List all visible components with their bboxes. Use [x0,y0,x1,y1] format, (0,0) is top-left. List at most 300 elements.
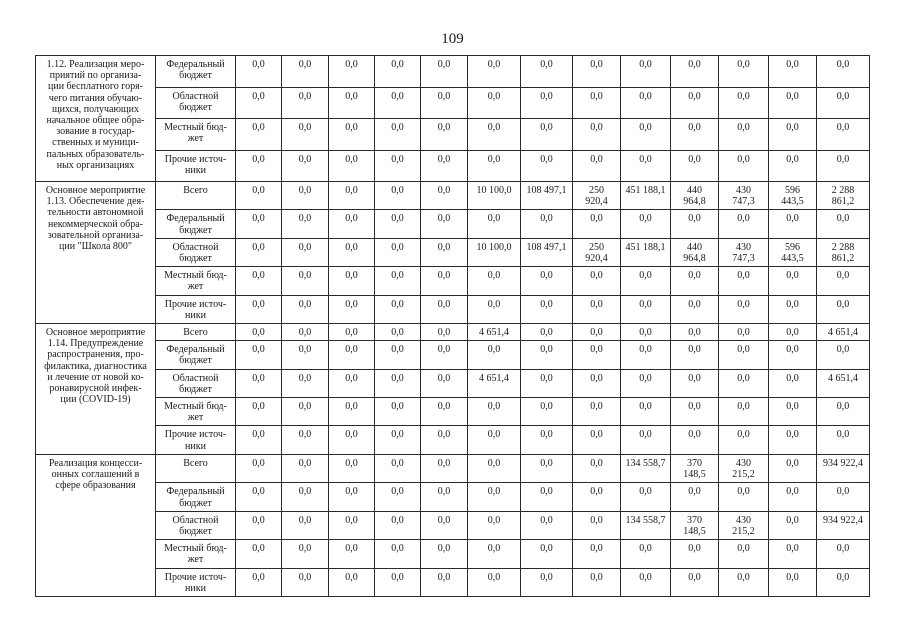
amount-cell [521,398,573,426]
measure-title: Основное мероприятие 1.13. Обеспечение дея- тельности автономной некоммерческой обра- зовательной организа- ции "Школа 800" [36,182,156,324]
amount-cell [282,150,329,182]
amount-cell [769,511,817,539]
amount-value: 0,0 [786,457,799,469]
amount-cell [282,540,329,568]
amount-cell [573,341,621,369]
amount-cell [468,324,521,341]
amount-cell [769,568,817,596]
amount-cell [817,568,870,596]
amount-value: 0,0 [437,122,451,133]
amount-cell [329,454,375,482]
amount-cell [375,568,421,596]
amount-value: 0,0 [298,457,312,469]
amount-cell [671,119,719,151]
amount-value: 596 443,5 [781,241,804,265]
amount-value: 0,0 [298,153,312,165]
funding-source: Федеральный бюджет [156,341,236,369]
amount-value: 134 558,7 [625,514,666,526]
amount-cell [236,454,282,482]
amount-cell [671,540,719,568]
amount-cell [817,56,870,88]
amount-cell [817,210,870,238]
amount-cell [329,568,375,596]
amount-cell [521,483,573,511]
amount-cell [421,426,468,454]
amount-value: 0,0 [391,153,404,165]
amount-cell [621,426,671,454]
amount-value: 0,0 [391,90,404,102]
measure-group [36,454,870,596]
amount-value: 0,0 [639,429,652,441]
amount-cell [719,182,769,210]
amount-cell [468,511,521,539]
amount-cell [671,267,719,295]
amount-value: 10 100,0 [476,185,512,197]
amount-cell [817,454,870,482]
amount-value: 430 747,3 [732,185,755,208]
funding-source: Всего [156,182,236,210]
amount-cell [375,56,421,88]
amount-cell [621,295,671,323]
amount-cell [671,324,719,341]
amount-value: 0,0 [252,122,265,133]
amount-cell [282,182,329,210]
amount-cell [468,182,521,210]
amount-cell [621,369,671,397]
amount-cell [719,511,769,539]
amount-value: 0,0 [252,213,265,225]
amount-cell [375,511,421,539]
amount-value: 430 215,2 [732,457,755,481]
funding-source: Федеральный бюджет [156,210,236,238]
amount-value: 0,0 [252,270,265,282]
amount-value: 0,0 [786,213,799,225]
amount-cell [236,56,282,88]
amount-value: 0,0 [540,298,553,310]
amount-value: 0,0 [437,543,451,555]
amount-value: 0,0 [688,486,701,498]
amount-value: 0,0 [298,571,312,583]
amount-cell [521,341,573,369]
amount-value: 0,0 [487,153,501,165]
amount-cell [468,210,521,238]
amount-value: 0,0 [737,59,750,70]
amount-value: 0,0 [298,344,312,356]
amount-value: 0,0 [639,59,652,70]
amount-cell [236,426,282,454]
amount-value: 0,0 [639,344,652,356]
amount-value: 0,0 [298,185,312,197]
table-row [36,150,870,182]
amount-value: 0,0 [590,153,603,165]
amount-cell [621,150,671,182]
amount-cell [719,341,769,369]
amount-value: 0,0 [540,327,553,339]
amount-value: 0,0 [590,429,603,441]
amount-value: 596 443,5 [781,185,804,208]
amount-cell [621,210,671,238]
funding-source: Прочие источ- ники [156,150,236,182]
table-row [36,119,870,151]
amount-cell [421,341,468,369]
amount-cell [573,398,621,426]
amount-cell [236,119,282,151]
amount-cell [671,295,719,323]
amount-value: 0,0 [737,543,750,555]
table-row [36,210,870,238]
amount-cell [817,267,870,295]
amount-value: 0,0 [487,543,501,555]
amount-value: 0,0 [252,486,265,498]
amount-value: 0,0 [487,270,501,282]
amount-value: 0,0 [590,543,603,555]
amount-cell [719,56,769,88]
amount-value: 0,0 [437,344,451,356]
amount-value: 0,0 [688,543,701,555]
amount-value: 0,0 [786,344,799,356]
table-row [36,511,870,539]
amount-value: 0,0 [437,486,451,498]
amount-cell [421,511,468,539]
amount-cell [521,324,573,341]
amount-value: 0,0 [639,372,652,384]
amount-value: 0,0 [540,401,553,413]
amount-value: 0,0 [688,401,701,413]
amount-cell [468,56,521,88]
amount-value: 0,0 [298,486,312,498]
amount-value: 0,0 [437,429,451,441]
amount-cell [521,87,573,119]
amount-value: 0,0 [639,327,652,339]
amount-value: 0,0 [437,213,451,225]
amount-value: 108 497,1 [526,185,567,197]
amount-value: 0,0 [252,344,265,356]
amount-value: 250 920,4 [585,241,608,265]
amount-value: 0,0 [737,153,750,165]
amount-value: 4 651,4 [828,327,858,339]
amount-value: 0,0 [487,571,501,583]
amount-value: 0,0 [540,543,553,555]
amount-cell [468,119,521,151]
amount-value: 0,0 [391,571,404,583]
amount-cell [769,150,817,182]
budget-table [35,55,870,597]
amount-cell [421,483,468,511]
amount-cell [719,295,769,323]
amount-value: 0,0 [437,90,451,102]
amount-cell [468,426,521,454]
amount-value: 0,0 [345,270,358,282]
amount-value: 0,0 [786,270,799,282]
amount-value: 0,0 [737,213,750,225]
amount-cell [719,568,769,596]
amount-cell [671,483,719,511]
measure-title: Основное мероприятие 1.14. Предупреждение распространения, про- филактика, диагностика и лечение от новой ко- ронавирусной инфек- ции (COVID-19) [36,324,156,455]
amount-value: 934 922,4 [823,457,863,469]
amount-cell [282,341,329,369]
amount-cell [421,56,468,88]
amount-cell [817,540,870,568]
amount-value: 0,0 [437,59,451,70]
amount-value: 0,0 [345,429,358,441]
table-row [36,426,870,454]
amount-value: 0,0 [836,571,850,583]
amount-value: 0,0 [737,486,750,498]
amount-value: 0,0 [540,153,553,165]
amount-value: 0,0 [345,185,358,197]
amount-value: 0,0 [540,457,553,469]
amount-cell [573,324,621,341]
amount-cell [521,540,573,568]
amount-cell [236,182,282,210]
amount-value: 0,0 [437,153,451,165]
measure-group [36,56,870,182]
amount-value: 0,0 [590,344,603,356]
amount-value: 370 148,5 [683,457,706,481]
amount-value: 0,0 [688,153,701,165]
amount-value: 0,0 [345,457,358,469]
table-row [36,238,870,266]
amount-cell [521,182,573,210]
amount-value: 0,0 [786,153,799,165]
amount-cell [573,369,621,397]
amount-cell [282,369,329,397]
table-row [36,398,870,426]
amount-value: 0,0 [786,372,799,384]
amount-cell [817,511,870,539]
amount-cell [375,87,421,119]
amount-cell [282,267,329,295]
amount-cell [671,238,719,266]
amount-value: 0,0 [345,344,358,356]
amount-value: 4 651,4 [828,372,858,384]
amount-cell [375,398,421,426]
amount-cell [573,454,621,482]
amount-value: 0,0 [391,429,404,441]
amount-cell [573,540,621,568]
amount-cell [236,267,282,295]
amount-cell [282,568,329,596]
amount-cell [375,238,421,266]
amount-cell [769,267,817,295]
amount-value: 451 188,1 [625,185,666,197]
amount-value: 0,0 [540,59,553,70]
amount-cell [236,295,282,323]
amount-cell [817,369,870,397]
funding-source: Областной бюджет [156,369,236,397]
amount-cell [671,56,719,88]
amount-cell [329,341,375,369]
funding-source: Местный бюд- жет [156,540,236,568]
amount-value: 0,0 [487,429,501,441]
amount-value: 0,0 [836,270,850,282]
table-row [36,454,870,482]
amount-cell [719,398,769,426]
amount-cell [573,568,621,596]
amount-value: 0,0 [737,122,750,133]
amount-value: 2 288 861,2 [831,241,855,265]
amount-value: 0,0 [786,486,799,498]
amount-value: 0,0 [590,270,603,282]
amount-cell [817,483,870,511]
amount-value: 0,0 [487,344,501,356]
amount-value: 0,0 [298,213,312,225]
amount-value: 0,0 [836,153,850,165]
amount-value: 0,0 [688,344,701,356]
amount-value: 0,0 [345,122,358,133]
amount-value: 250 920,4 [585,185,608,208]
amount-cell [769,398,817,426]
table-row [36,369,870,397]
amount-cell [621,324,671,341]
amount-cell [671,398,719,426]
amount-cell [769,210,817,238]
amount-cell [671,210,719,238]
amount-value: 0,0 [298,122,312,133]
amount-value: 0,0 [487,122,501,133]
amount-value: 0,0 [345,59,358,70]
amount-cell [329,324,375,341]
amount-value: 0,0 [688,270,701,282]
amount-value: 0,0 [688,372,701,384]
amount-value: 0,0 [298,429,312,441]
amount-cell [468,398,521,426]
amount-value: 0,0 [639,543,652,555]
amount-value: 0,0 [298,270,312,282]
amount-cell [573,426,621,454]
amount-cell [817,426,870,454]
amount-cell [468,238,521,266]
page-number: 109 [441,31,464,47]
amount-value: 0,0 [487,90,501,102]
amount-cell [817,119,870,151]
amount-cell [329,150,375,182]
amount-value: 0,0 [252,59,265,70]
amount-value: 0,0 [639,90,652,102]
amount-value: 0,0 [437,241,451,253]
funding-source: Местный бюд- жет [156,398,236,426]
amount-value: 0,0 [540,429,553,441]
amount-cell [817,341,870,369]
amount-value: 0,0 [345,571,358,583]
amount-value: 0,0 [590,486,603,498]
amount-cell [769,324,817,341]
amount-cell [421,267,468,295]
amount-value: 0,0 [252,298,265,310]
amount-cell [421,540,468,568]
amount-cell [621,398,671,426]
amount-value: 0,0 [737,429,750,441]
amount-value: 0,0 [836,298,850,310]
funding-source: Областной бюджет [156,87,236,119]
amount-value: 0,0 [487,486,501,498]
amount-value: 0,0 [345,401,358,413]
amount-value: 0,0 [345,241,358,253]
amount-cell [521,568,573,596]
amount-value: 0,0 [298,327,312,339]
amount-value: 10 100,0 [476,241,512,253]
amount-value: 0,0 [391,59,404,70]
amount-value: 0,0 [639,122,652,133]
amount-cell [236,210,282,238]
amount-cell [375,483,421,511]
amount-cell [817,398,870,426]
amount-value: 0,0 [590,213,603,225]
table-row [36,540,870,568]
amount-value: 0,0 [836,344,850,356]
amount-cell [375,150,421,182]
amount-cell [817,150,870,182]
amount-value: 440 964,8 [683,241,706,265]
amount-cell [719,426,769,454]
amount-value: 0,0 [252,327,265,339]
funding-source: Областной бюджет [156,511,236,539]
amount-cell [719,324,769,341]
amount-value: 0,0 [391,270,404,282]
amount-cell [769,369,817,397]
amount-cell [375,324,421,341]
amount-cell [671,426,719,454]
amount-value: 0,0 [639,270,652,282]
amount-value: 0,0 [391,543,404,555]
amount-cell [671,341,719,369]
amount-cell [621,341,671,369]
amount-value: 0,0 [639,213,652,225]
amount-cell [282,511,329,539]
amount-cell [421,568,468,596]
amount-value: 0,0 [836,213,850,225]
amount-value: 0,0 [298,543,312,555]
amount-cell [573,483,621,511]
amount-cell [329,483,375,511]
amount-cell [421,87,468,119]
amount-value: 0,0 [639,401,652,413]
amount-cell [282,87,329,119]
amount-value: 0,0 [437,401,451,413]
amount-cell [671,568,719,596]
amount-cell [719,369,769,397]
amount-value: 0,0 [639,486,652,498]
amount-value: 0,0 [487,457,501,469]
amount-cell [236,238,282,266]
amount-value: 0,0 [590,298,603,310]
amount-cell [329,119,375,151]
amount-cell [329,426,375,454]
amount-cell [375,210,421,238]
amount-value: 0,0 [688,327,701,339]
amount-value: 0,0 [487,401,501,413]
amount-cell [329,267,375,295]
amount-value: 370 148,5 [683,514,706,537]
amount-value: 0,0 [737,571,750,583]
amount-value: 0,0 [786,429,799,441]
amount-cell [236,87,282,119]
amount-value: 0,0 [836,59,850,70]
amount-cell [817,87,870,119]
amount-value: 0,0 [836,122,850,133]
amount-cell [468,150,521,182]
amount-value: 0,0 [590,327,603,339]
amount-value: 0,0 [298,514,312,526]
amount-value: 0,0 [540,486,553,498]
funding-source: Прочие источ- ники [156,568,236,596]
amount-value: 0,0 [737,344,750,356]
amount-value: 0,0 [836,401,850,413]
amount-cell [468,267,521,295]
amount-cell [329,210,375,238]
amount-cell [521,267,573,295]
amount-cell [236,341,282,369]
